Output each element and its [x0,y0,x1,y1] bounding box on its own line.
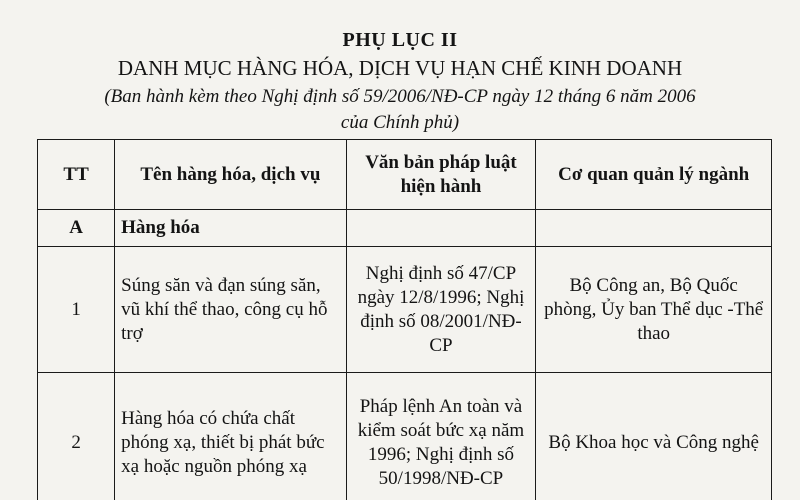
section-number: A [38,210,115,247]
issuance-note: (Ban hành kèm theo Nghị định số 59/2006/NĐ-CP ngày 12 tháng 6 năm 2006 [104,86,696,107]
document-title: DANH MỤC HÀNG HÓA, DỊCH VỤ HẠN CHẾ KINH DOANH [117,56,683,80]
issuance-note-continued: của Chính phủ) [340,112,460,133]
table-header-row [38,140,772,210]
section-row [38,210,772,247]
column-header-tt: TT [38,140,115,210]
column-header-law: Văn bản pháp luật hiện hành [346,140,536,210]
table-row [38,373,772,500]
row-item-name: Hàng hóa có chứa chất phóng xạ, thiết bị phát bức xạ hoặc nguồn phóng xạ [115,373,346,500]
section-name: Hàng hóa [115,210,346,247]
table-row [38,247,772,373]
column-header-agency: Cơ quan quản lý ngành [536,140,772,210]
row-legal-document: Pháp lệnh An toàn và kiểm soát bức xạ năm 1996; Nghị định số 50/1998/NĐ-CP [346,373,536,500]
row-legal-document: Nghị định số 47/CP ngày 12/8/1996; Nghị định số 08/2001/NĐ-CP [346,247,536,373]
row-item-name: Súng săn và đạn súng săn, vũ khí thể thao, công cụ hỗ trợ [115,247,346,373]
section-agency-empty [536,210,772,247]
goods-services-table [37,139,772,500]
row-number: 2 [38,373,115,500]
appendix-label: PHỤ LỤC II [342,29,458,51]
row-number: 1 [38,247,115,373]
row-managing-agency: Bộ Khoa học và Công nghệ [536,373,772,500]
column-header-name: Tên hàng hóa, dịch vụ [115,140,346,210]
row-managing-agency: Bộ Công an, Bộ Quốc phòng, Ủy ban Thể dục -Thể thao [536,247,772,373]
section-law-empty [346,210,536,247]
